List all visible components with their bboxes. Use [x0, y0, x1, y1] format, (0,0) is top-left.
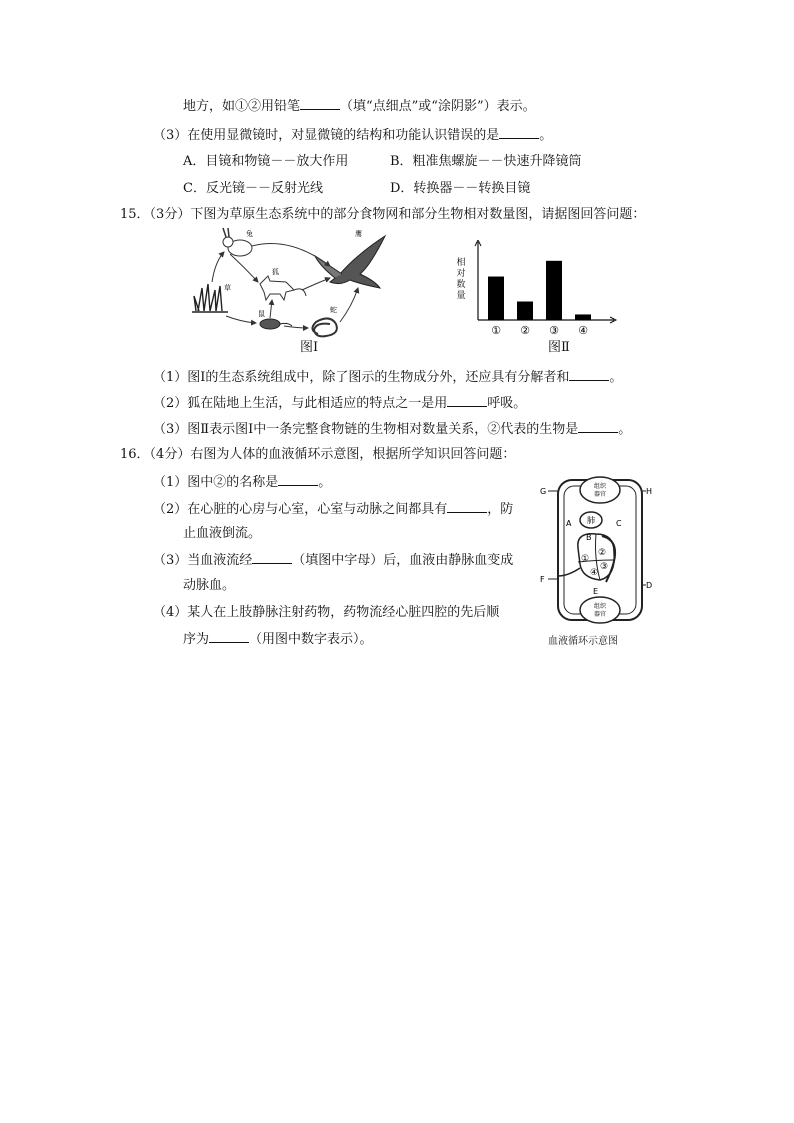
- q15-part3-line: （3）图Ⅱ表示图Ⅰ中一条完整食物链的生物相对数量关系，②代表的生物是 。: [153, 422, 632, 437]
- q16-part1-line: （1）图中②的名称是 。: [153, 475, 332, 490]
- option-c: C．反光镜－－反射光线: [183, 181, 323, 196]
- option-d: D．转换器－－转换目镜: [390, 181, 531, 196]
- q16-part2-line: （2）在心脏的心房与心室，心室与动脉之间都具有 ，防: [153, 502, 514, 517]
- figure-2-caption: 图Ⅱ: [548, 340, 570, 355]
- answer-blank[interactable]: [252, 551, 292, 564]
- answer-blank[interactable]: [499, 126, 539, 139]
- letter-g: G: [540, 487, 547, 496]
- eagle-label: 鹰: [355, 230, 362, 238]
- chamber-3-label: ③: [600, 562, 609, 572]
- tick-label-1: ①: [491, 324, 501, 337]
- letter-e: E: [593, 587, 599, 596]
- bottom-organ-icon: [580, 597, 620, 623]
- answer-blank[interactable]: [447, 394, 487, 407]
- q14-part3-line: （3）在使用显微镜时，对显微镜的结构和功能认识错误的是 。: [153, 128, 553, 143]
- letter-d: D: [646, 581, 653, 590]
- lung-label: 肺: [587, 516, 595, 525]
- fox-label: 狐: [272, 268, 279, 276]
- chamber-1-label: ①: [581, 554, 590, 564]
- q16-part2-cont: 止血液倒流。: [183, 526, 262, 541]
- mouse-label: 鼠: [258, 310, 265, 318]
- bar-1: [488, 277, 504, 320]
- answer-blank[interactable]: [300, 97, 340, 110]
- answer-blank[interactable]: [578, 420, 618, 433]
- fox-icon: [260, 276, 306, 300]
- relative-quantity-bar-chart: [450, 240, 620, 340]
- bar-3: [546, 261, 562, 320]
- blood-circulation-diagram: [536, 472, 662, 642]
- q16-part4-line2: 序为 （用图中数字表示）。: [183, 632, 373, 647]
- grass-label: 草: [224, 284, 231, 292]
- answer-blank[interactable]: [569, 368, 609, 381]
- diagram-caption: 血液循环示意图: [548, 636, 618, 647]
- bar-2: [517, 302, 533, 321]
- rabbit-label: 兔: [246, 230, 253, 238]
- option-a: A．目镜和物镜－－放大作用: [183, 154, 349, 169]
- food-web-figure: [190, 226, 400, 344]
- tick-label-2: ②: [520, 324, 530, 337]
- letter-f: F: [540, 575, 545, 584]
- q16-part3-line: （3）当血液流经 （填图中字母）后，血液由静脉血变成: [153, 553, 514, 568]
- chart-ylabel: 相 对 数 量: [456, 258, 466, 301]
- top-organ-icon: [580, 477, 620, 503]
- svg-text:器官: 器官: [593, 491, 607, 498]
- chamber-2-label: ②: [598, 548, 607, 558]
- q15-part2-line: （2）狐在陆地上生活，与此相适应的特点之一是用 呼吸。: [153, 396, 527, 411]
- option-b: B．粗准焦螺旋－－快速升降镜筒: [390, 154, 582, 169]
- bottom-organ-label: 组织: [593, 603, 607, 610]
- bar-4: [575, 314, 591, 320]
- mouse-icon: [260, 319, 292, 329]
- q15-part1-line: （1）图Ⅰ的生态系统组成中，除了图示的生物成分外，还应具有分解者和 。: [153, 370, 623, 385]
- answer-blank[interactable]: [209, 630, 249, 643]
- letter-c: C: [616, 519, 622, 528]
- letter-a: A: [566, 519, 572, 528]
- q15-stem: 15．（3分）下图为草原生态系统中的部分食物网和部分生物相对数量图，请据图回答问题：: [120, 207, 646, 222]
- snake-label: 蛇: [330, 306, 337, 314]
- letter-h: H: [646, 487, 653, 496]
- q16-part4-line1: （4）某人在上肢静脉注射药物，药物流经心脏四腔的先后顺: [153, 605, 500, 620]
- chamber-4-label: ④: [590, 568, 599, 578]
- letter-b: B: [586, 533, 592, 542]
- top-organ-label: 组织: [593, 483, 607, 490]
- figure-1-caption: 图Ⅰ: [300, 340, 319, 355]
- q16-part3-cont: 动脉血。: [183, 578, 236, 593]
- svg-text:器官: 器官: [593, 611, 607, 618]
- tick-label-4: ④: [578, 324, 588, 337]
- answer-blank[interactable]: [447, 500, 487, 513]
- q16-stem: 16．（4分）右图为人体的血液循环示意图，根据所学知识回答问题：: [120, 447, 516, 462]
- q14-continuation-line: 地方，如①②用铅笔 （填“点细点”或“涂阴影”）表示。: [183, 99, 536, 114]
- snake-icon: [312, 318, 336, 336]
- answer-blank[interactable]: [278, 473, 318, 486]
- tick-label-3: ③: [549, 324, 559, 337]
- grass-icon: [192, 284, 228, 312]
